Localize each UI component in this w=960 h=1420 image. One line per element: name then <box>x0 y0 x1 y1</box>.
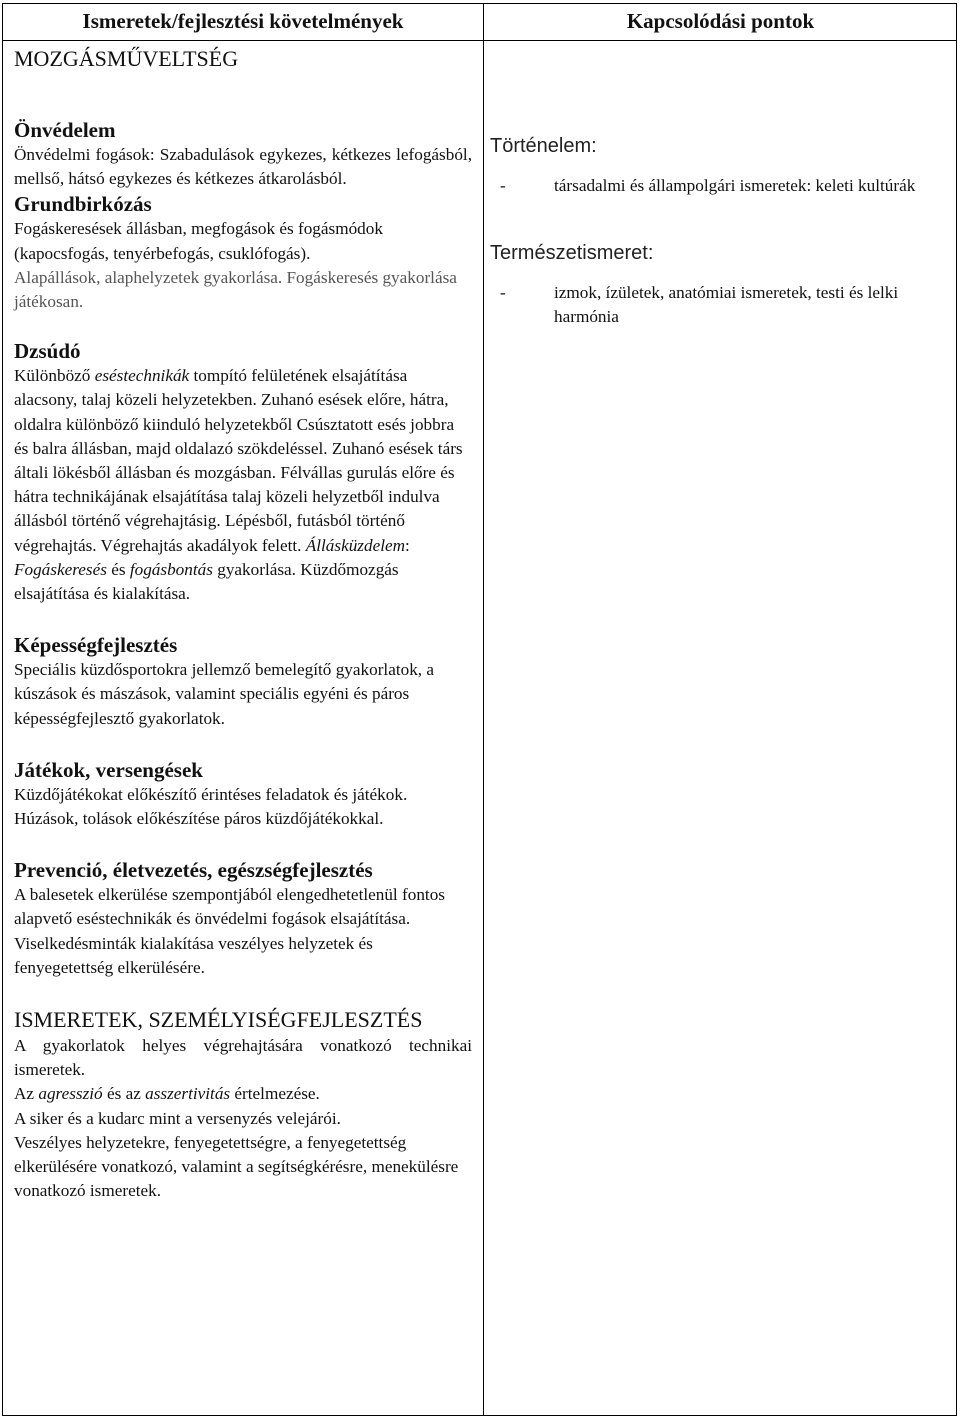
kepessegfejlesztes-title: Képességfejlesztés <box>14 633 178 658</box>
italic-term: agresszió <box>38 1084 103 1104</box>
ismeretek-text-3: A siker és a kudarc mint a versenyzés velejárói. <box>14 1108 341 1128</box>
tortenelem-title: Történelem: <box>490 135 597 157</box>
italic-term: fogásbontás <box>129 559 213 579</box>
text-run: : <box>405 535 410 555</box>
list-item-text: izmok, ízületek, anatómiai ismeretek, testi és lelki harmónia <box>554 283 899 326</box>
grundbirkozas-title: Grundbirkózás <box>14 192 152 217</box>
kepessegfejlesztes-text: Speciális küzdősportokra jellemző bemelegítő gyakorlatok, a kúszások és mászások, valamint speciális egyéni és páros képességfejlesztő gyakorlatok. <box>14 660 435 728</box>
prevencio-text: A balesetek elkerülése szempontjából elengedhetetlenül fontos alapvető eséstechnikák és önvédelmi fogások elsajátítása. Viselkedésminták kialakítása veszélyes helyzetek és fenyegetettség elkerülésére. <box>14 885 445 977</box>
onvedelem-text: Önvédelmi fogások: Szabadulások egykezes, kétkezes lefogásból, mellső, hátsó egykezes és kétkezes átkarolásból. <box>14 145 472 189</box>
termeszetismeret-title: Természetismeret: <box>490 242 654 264</box>
italic-term: asszertivitás <box>145 1084 231 1104</box>
text-run: értelmezése. <box>230 1084 320 1104</box>
italic-term: Állásküzdelem <box>305 535 406 555</box>
dzsudo-text <box>14 364 472 606</box>
ismeretek-text-4: Veszélyes helyzetekre, fenyegetettségre, a fenyegetettség elkerülésére vonatkozó, valamint a segítségkérésre, menekülésre vonatkozó ismeretek. <box>14 1132 459 1201</box>
grundbirkozas-text-2: Alapállások, alaphelyzetek gyakorlása. Fogáskeresés gyakorlása játékosan. <box>14 267 457 312</box>
prevencio-block <box>14 857 472 980</box>
list-item <box>490 281 945 329</box>
text-run: Az <box>14 1084 39 1104</box>
tortenelem-block <box>490 131 945 198</box>
italic-term: Fogáskeresés <box>14 559 107 579</box>
onvedelem-block <box>14 117 472 191</box>
jatekok-title: Játékok, versengések <box>14 757 203 782</box>
ismeretek-text-2 <box>14 1082 472 1106</box>
header-left: Ismeretek/fejlesztési követelmények <box>82 9 404 33</box>
text-run: és <box>106 559 130 579</box>
text-run: gyakorlása. Küzdőmozgás elsajátítása és kialakítása. <box>14 559 399 604</box>
dzsudo-title: Dzsúdó <box>14 339 81 364</box>
text-run: tompító felületének elsajátítása alacsony, talaj közeli helyzetekben. Zuhanó esések előre, hátra, oldalra különböző kiinduló helyzetekből Csúsztatott esés jobbra és balra állásban, majd oldalazó szökdeléssel. Zuhanó esések társ általi lökésből állásban és mozgásban. Félvállas gurulás előre és hátra technikájának elsajátítása talaj közeli helyzetből indulva állásból történő végrehajtásig. Lépésből, futásból történő végrehajtás. Végrehajtás akadályok felett. <box>14 366 463 555</box>
ismeretek-text-1: A gyakorlatok helyes végrehajtására vonatkozó technikai ismeretek. <box>14 1036 472 1080</box>
prevencio-title: Prevenció, életvezetés, egészségfejlesztés <box>14 858 373 883</box>
grundbirkozas-text-1: Fogáskeresések állásban, megfogások és fogásmódok (kapocsfogás, tenyérbefogás, csuklófogás). <box>14 219 383 263</box>
column-divider <box>483 4 484 1415</box>
termeszetismeret-block <box>490 238 945 329</box>
ismeretek-block <box>14 1006 472 1203</box>
list-item-text: társadalmi és állampolgári ismeretek: keleti kultúrák <box>554 176 916 195</box>
dash-bullet: - <box>500 176 506 195</box>
text-run: és az <box>102 1084 146 1104</box>
onvedelem-title: Önvédelem <box>14 118 116 142</box>
left-column <box>14 45 472 1204</box>
header-right: Kapcsolódási pontok <box>626 9 815 33</box>
dzsudo-block <box>14 338 472 606</box>
ismeretek-title: ISMERETEK, SZEMÉLYISÉGFEJLESZTÉS <box>14 1007 423 1033</box>
list-item <box>490 174 945 198</box>
table-header-row <box>3 4 956 41</box>
dash-bullet: - <box>500 283 506 302</box>
jatekok-text: Küzdőjátékokat előkészítő érintéses feladatok és játékok. Húzások, tolások előkészítése páros küzdőjátékokkal. <box>14 784 408 829</box>
section-title: MOZGÁSMŰVELTSÉG <box>14 46 239 71</box>
text-run: Különböző <box>14 366 95 386</box>
grundbirkozas-block <box>14 191 472 314</box>
right-column <box>490 131 945 329</box>
italic-term: eséstechnikák <box>94 366 190 386</box>
kepessegfejlesztes-block <box>14 632 472 731</box>
jatekok-block <box>14 757 472 831</box>
